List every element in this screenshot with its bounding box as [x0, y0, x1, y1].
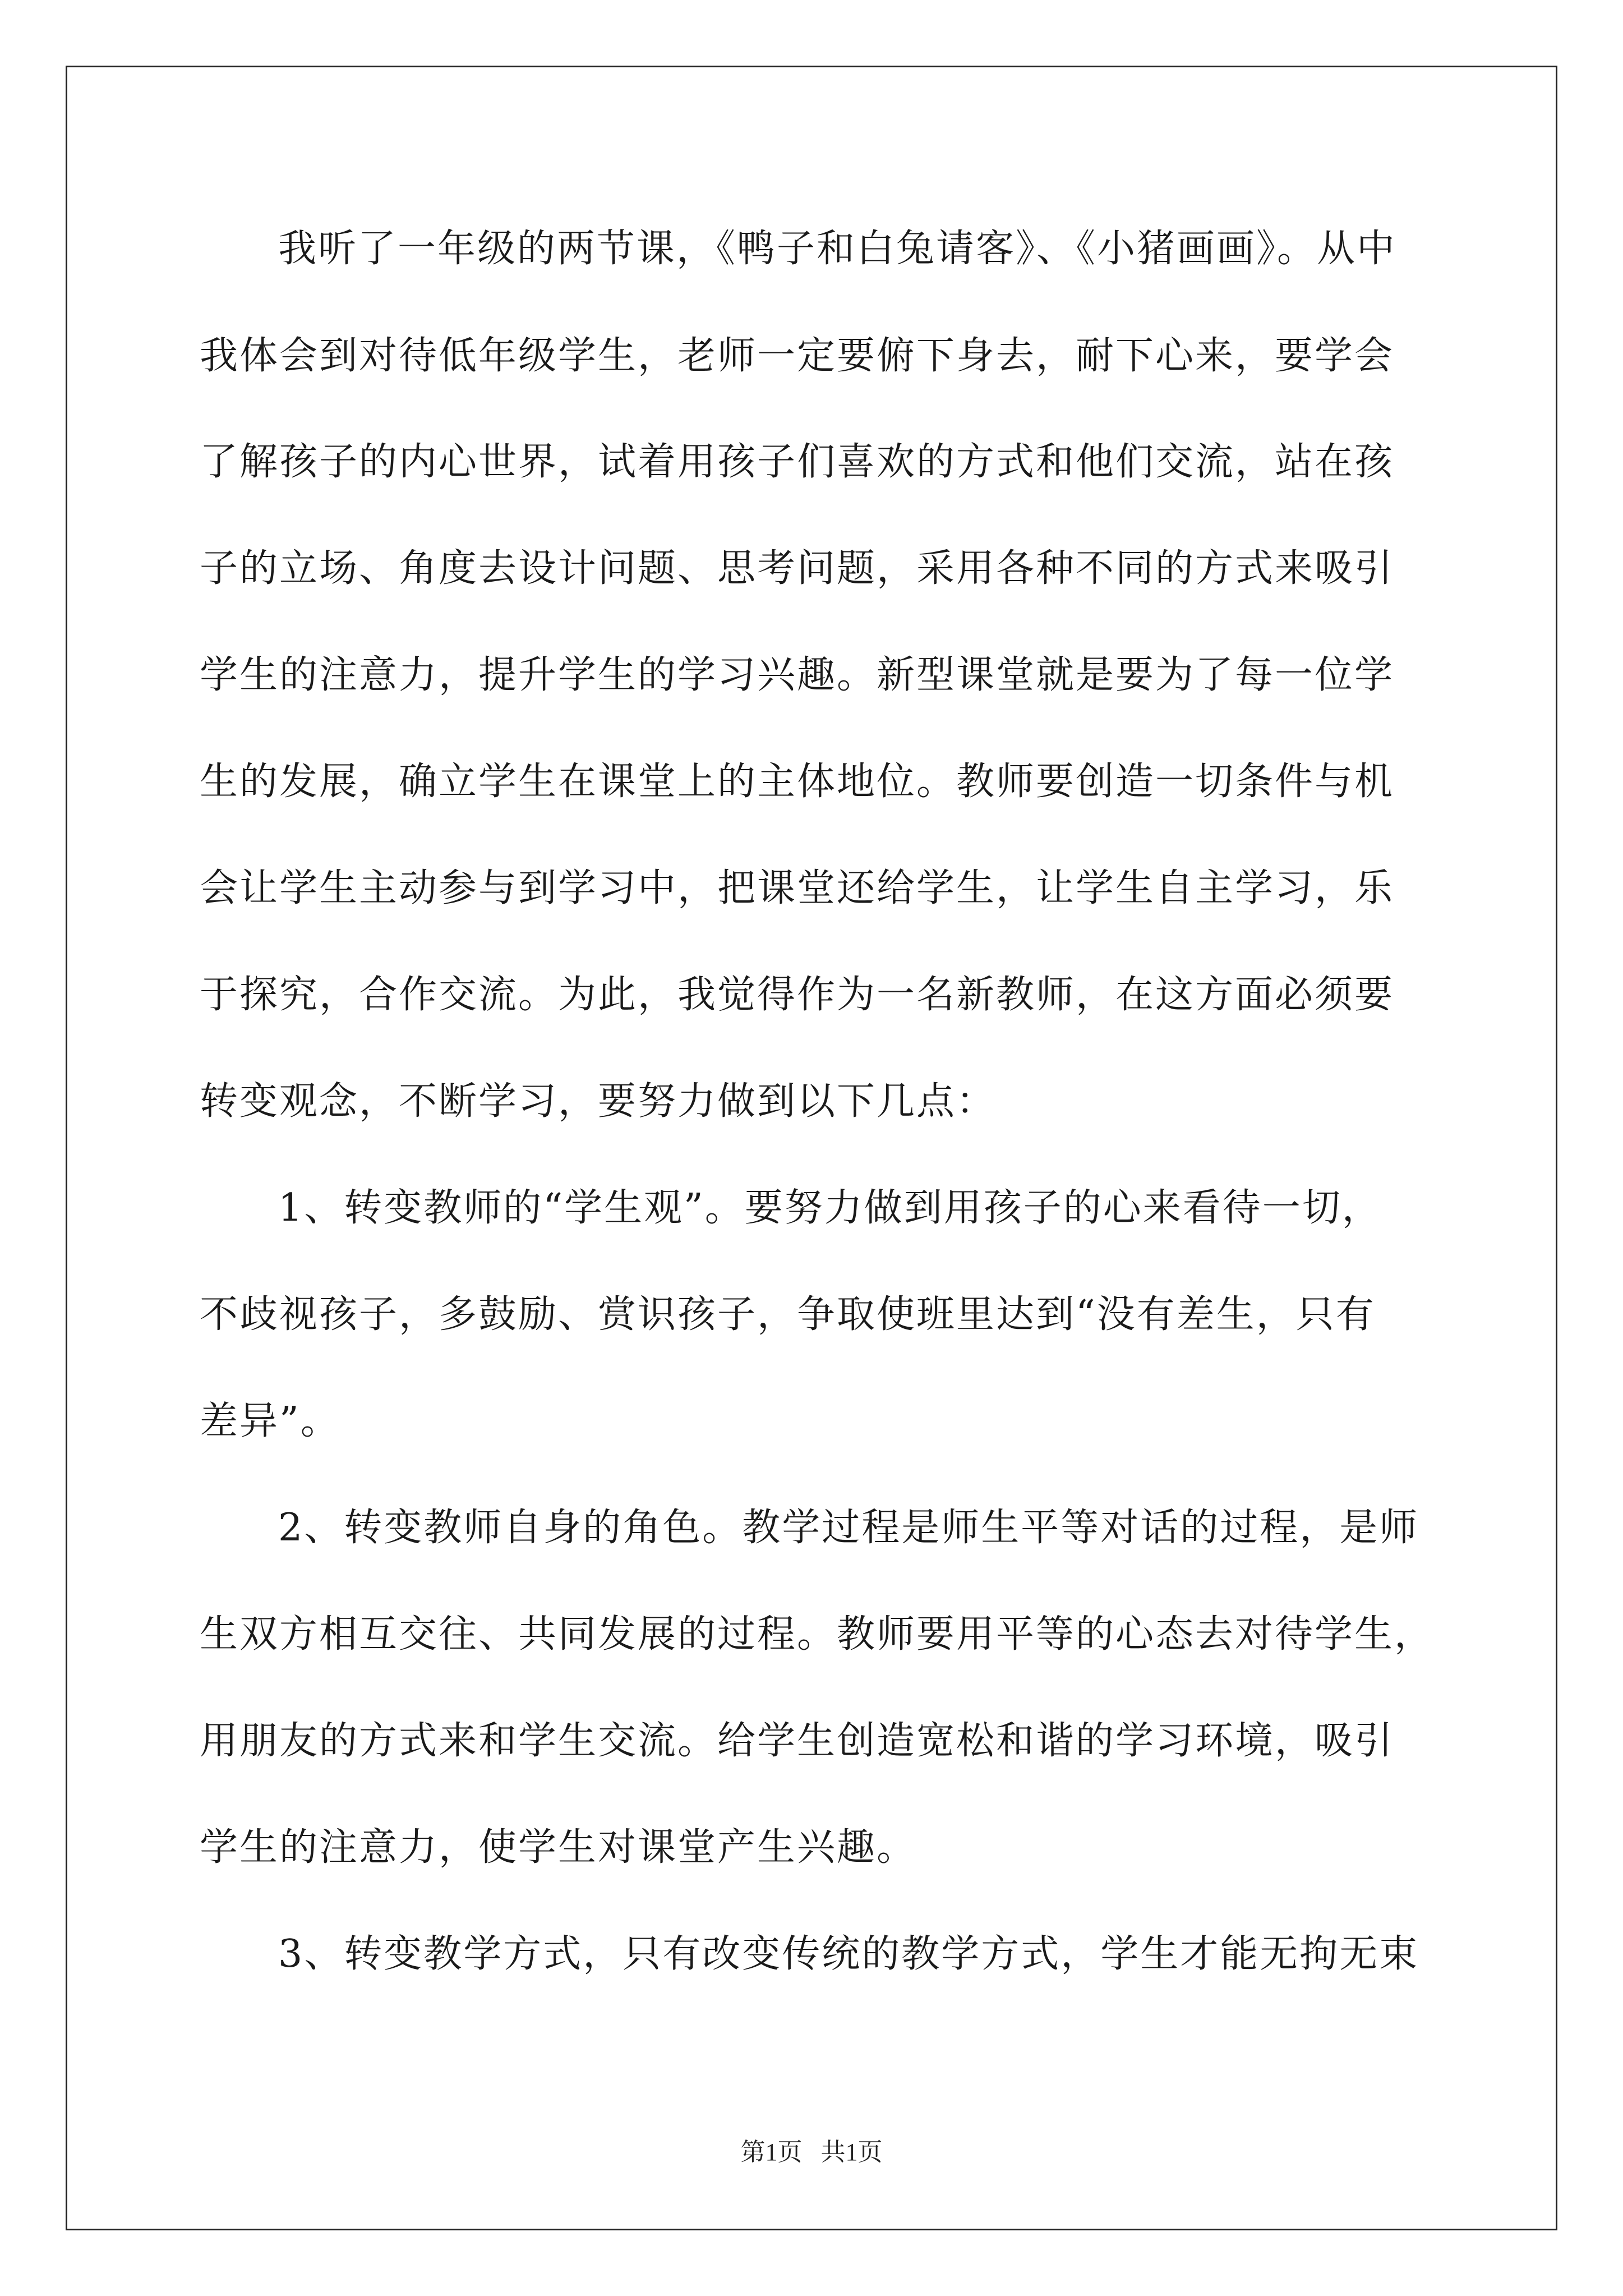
paragraph-3-line-3: 用朋友的方式来和学生交流。给学生创造宽松和谐的学习环境，吸引: [200, 1719, 1395, 1763]
paragraph-4-line-1: 3、转变教学方式，只有改变传统的教学方式，学生才能无拘无束: [278, 1932, 1419, 1976]
paragraph-3-line-2: 生双方相互交往、共同发展的过程。教师要用平等的心态去对待学生，: [200, 1612, 1435, 1657]
paragraph-1-line-8: 于探究，合作交流。为此，我觉得作为一名新教师，在这方面必须要: [200, 973, 1395, 1017]
paragraph-3-line-4: 学生的注意力，使学生对课堂产生兴趣。: [200, 1825, 917, 1870]
paragraph-1-line-7: 会让学生主动参与到学习中，把课堂还给学生，让学生自主学习，乐: [200, 866, 1395, 910]
paragraph-2-line-2: 不歧视孩子，多鼓励、赏识孩子，争取使班里达到“没有差生，只有: [200, 1292, 1376, 1337]
paragraph-1-line-9: 转变观念，不断学习，要努力做到以下几点：: [200, 1079, 997, 1124]
paragraph-2-line-3: 差异”。: [200, 1399, 340, 1443]
paragraph-2-line-1: 1、转变教师的“学生观”。要努力做到用孩子的心来看待一切，: [278, 1186, 1382, 1230]
paragraph-1-line-3: 了解孩子的内心世界，试着用孩子们喜欢的方式和他们交流，站在孩: [200, 440, 1395, 484]
paragraph-1-line-2: 我体会到对待低年级学生，老师一定要俯下身去，耐下心来，要学会: [200, 334, 1395, 378]
paragraph-1-line-5: 学生的注意力，提升学生的学习兴趣。新型课堂就是要为了每一位学: [200, 653, 1395, 697]
paragraph-1-line-4: 子的立场、角度去设计问题、思考问题，采用各种不同的方式来吸引: [200, 546, 1395, 591]
page-number: 第1页 共1页: [740, 2138, 883, 2166]
paragraph-1-line-1: 我听了一年级的两节课，《鸭子和白兔请客》、《小猪画画》。从中: [278, 227, 1397, 271]
paragraph-1-line-6: 生的发展，确立学生在课堂上的主体地位。教师要创造一切条件与机: [200, 760, 1395, 804]
paragraph-3-line-1: 2、转变教师自身的角色。教学过程是师生平等对话的过程，是师: [278, 1506, 1419, 1550]
